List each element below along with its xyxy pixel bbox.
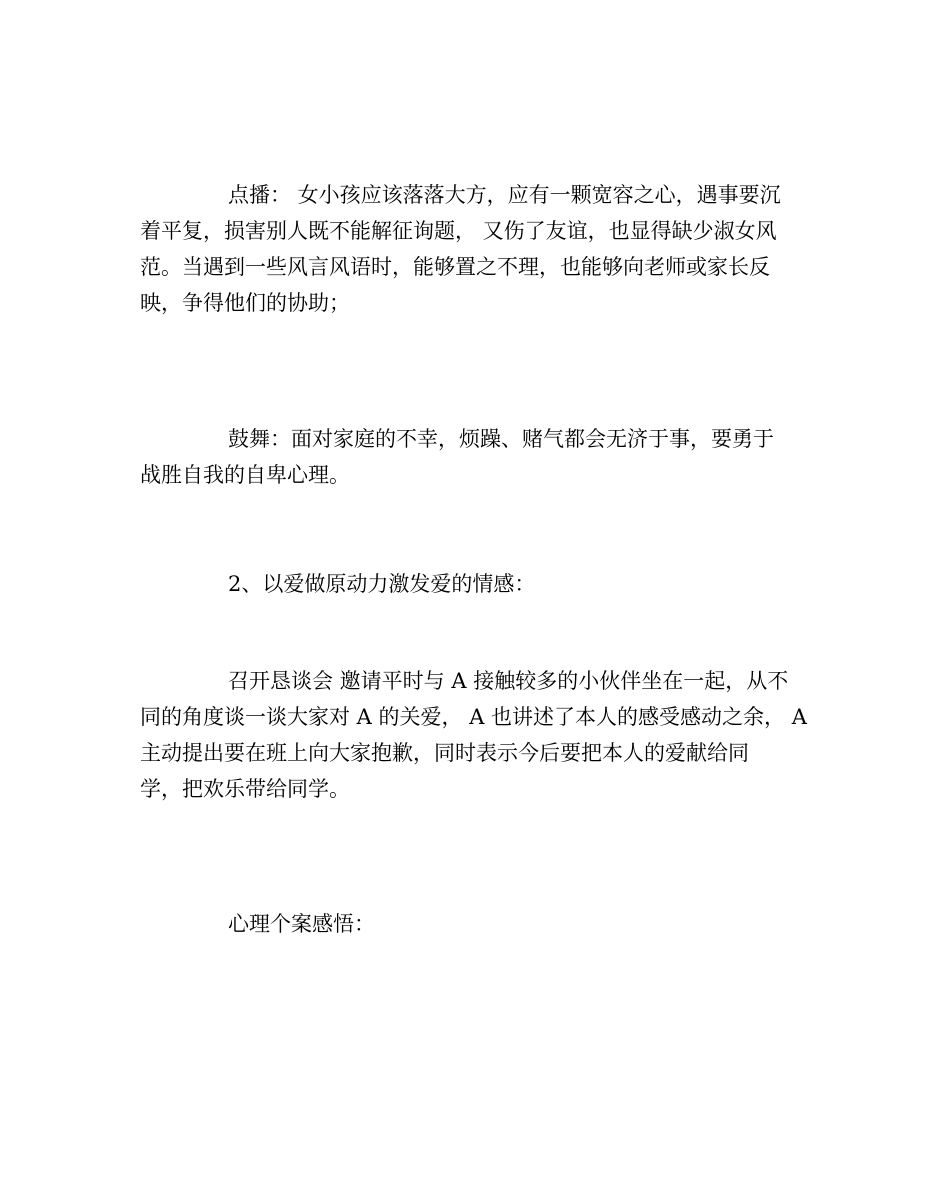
text-line: 召开恳谈会 邀请平时与 A 接触较多的小伙伴坐在一起，从不 [228, 669, 789, 693]
section-heading [140, 566, 810, 602]
paragraph-meeting [140, 663, 810, 807]
text-line: 2、以爱做原动力激发爱的情感： [228, 572, 536, 596]
text-line: 鼓舞：面对家庭的不幸，烦躁、赌气都会无济于事，要勇于 [228, 427, 774, 451]
text-line: 映，争得他们的协助； [140, 291, 350, 315]
text-line: 主动提出要在班上向大家抱歉，同时表示今后要把本人的爱献给同 [140, 741, 749, 765]
text-line: 心理个案感悟： [228, 912, 375, 936]
text-line: 同的角度谈一谈大家对 A 的关爱， A 也讲述了本人的感受感动之余， A [140, 705, 807, 729]
paragraph-guidance [140, 177, 810, 321]
text-line: 着平复，损害别人既不能解征询题， 又伤了友谊，也显得缺少淑女风 [140, 219, 777, 243]
paragraph-encouragement [140, 421, 810, 493]
text-line: 战胜自我的自卑心理。 [140, 463, 350, 487]
text-line: 点播： 女小孩应该落落大方，应有一颗宽容之心，遇事要沉 [228, 183, 781, 207]
text-line: 学，把欢乐带给同学。 [140, 777, 350, 801]
text-line: 范。当遇到一些风言风语时，能够置之不理，也能够向老师或家长反 [140, 255, 770, 279]
paragraph-reflection-heading [140, 906, 810, 942]
